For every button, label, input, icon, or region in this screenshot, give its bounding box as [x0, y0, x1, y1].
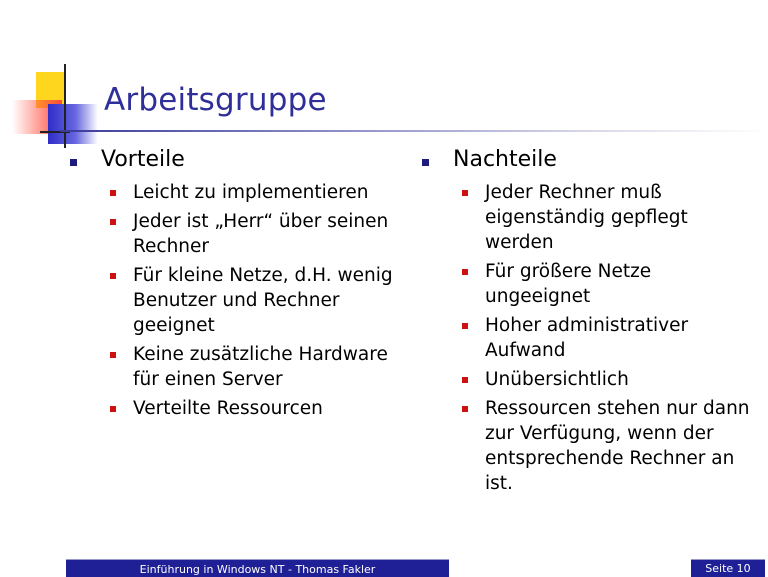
square-bullet-icon	[422, 159, 429, 166]
list-item	[462, 396, 762, 496]
logo-vertical-line	[64, 64, 66, 148]
disadvantages-column	[422, 146, 762, 500]
square-bullet-icon	[462, 406, 468, 412]
list-item-text: Leicht zu implementieren	[133, 182, 369, 203]
list-item	[110, 180, 410, 205]
list-item-text: Für kleine Netze, d.H. wenig Benutzer und Rechner geeignet	[133, 265, 393, 336]
square-bullet-icon	[462, 190, 468, 196]
square-bullet-icon	[462, 323, 468, 329]
advantages-heading: Vorteile	[101, 147, 185, 172]
list-item-text: Hoher administrativer Aufwand	[485, 315, 689, 361]
disadvantages-heading: Nachteile	[453, 147, 557, 172]
list-item-text: Verteilte Ressourcen	[133, 398, 323, 419]
list-item-text: Keine zusätzliche Hardware für einen Server	[133, 344, 388, 390]
advantages-list	[70, 180, 410, 421]
slide-title: Arbeitsgruppe	[104, 82, 327, 118]
square-bullet-icon	[110, 219, 116, 225]
square-bullet-icon	[462, 269, 468, 275]
list-item	[462, 180, 762, 255]
square-bullet-icon	[462, 377, 468, 383]
disadvantages-list	[422, 180, 762, 496]
list-item-text: Jeder ist „Herr“ über seinen Rechner	[133, 211, 389, 257]
square-bullet-icon	[110, 406, 116, 412]
list-item	[110, 342, 410, 392]
list-item	[462, 367, 762, 392]
square-bullet-icon	[110, 273, 116, 279]
square-bullet-icon	[70, 159, 77, 166]
footer-course-title: Einführung in Windows NT - Thomas Fakler	[66, 559, 449, 577]
footer-page-number: Seite 10	[691, 559, 765, 577]
advantages-column	[70, 146, 410, 425]
logo-blue-square	[48, 104, 98, 144]
list-item	[110, 396, 410, 421]
list-item-text: Für größere Netze ungeeignet	[485, 261, 652, 307]
list-item	[462, 259, 762, 309]
square-bullet-icon	[110, 190, 116, 196]
list-item-text: Unübersichtlich	[485, 369, 629, 390]
list-item	[110, 209, 410, 259]
list-item	[462, 313, 762, 363]
advantages-heading-row	[70, 146, 410, 180]
title-underline	[60, 130, 768, 132]
list-item-text: Ressourcen stehen nur dann zur Verfügung, wenn der entsprechende Rechner an ist.	[485, 398, 750, 494]
list-item-text: Jeder Rechner muß eigenständig gepflegt werden	[485, 182, 688, 253]
disadvantages-heading-row	[422, 146, 762, 180]
square-bullet-icon	[110, 352, 116, 358]
list-item	[110, 263, 410, 338]
